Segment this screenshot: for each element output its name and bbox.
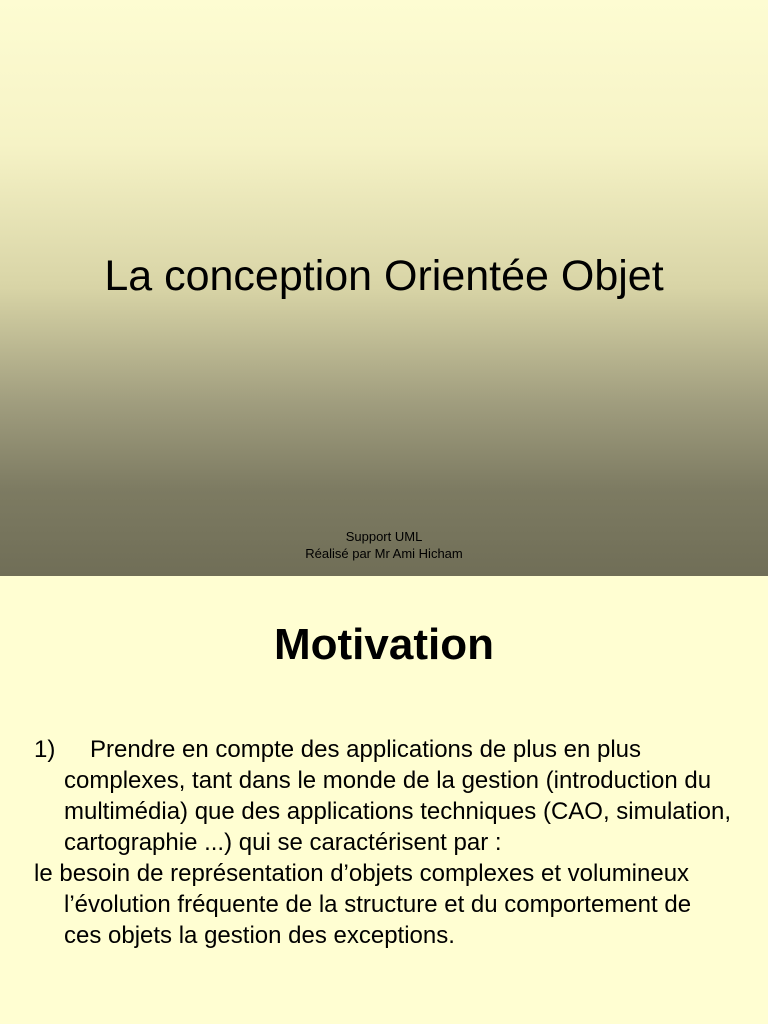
slide-subtitle xyxy=(0,528,768,562)
slide-body xyxy=(34,734,734,951)
subtitle-line-support: Support UML xyxy=(345,529,423,544)
list-item xyxy=(34,734,734,858)
slide-heading: Motivation xyxy=(274,620,494,669)
slide-title: La conception Orientée Objet xyxy=(104,252,664,300)
paragraph: le besoin de représentation d’objets complexes et volumineux l’évolution fréquente de la structure et du comportement de ces objets la gestion des exceptions. xyxy=(34,860,692,949)
subtitle-line-author: Réalisé par Mr Ami Hicham xyxy=(305,546,463,561)
list-item-text: Prendre en compte des applications de plus en plus complexes, tant dans le monde de la gestion (introduction du multimédia) que des applications techniques (CAO, simulation, cartographie ...) qui se caractérisent par : xyxy=(64,736,731,856)
list-item-number: 1) xyxy=(34,736,56,763)
motivation-slide xyxy=(0,576,768,1024)
